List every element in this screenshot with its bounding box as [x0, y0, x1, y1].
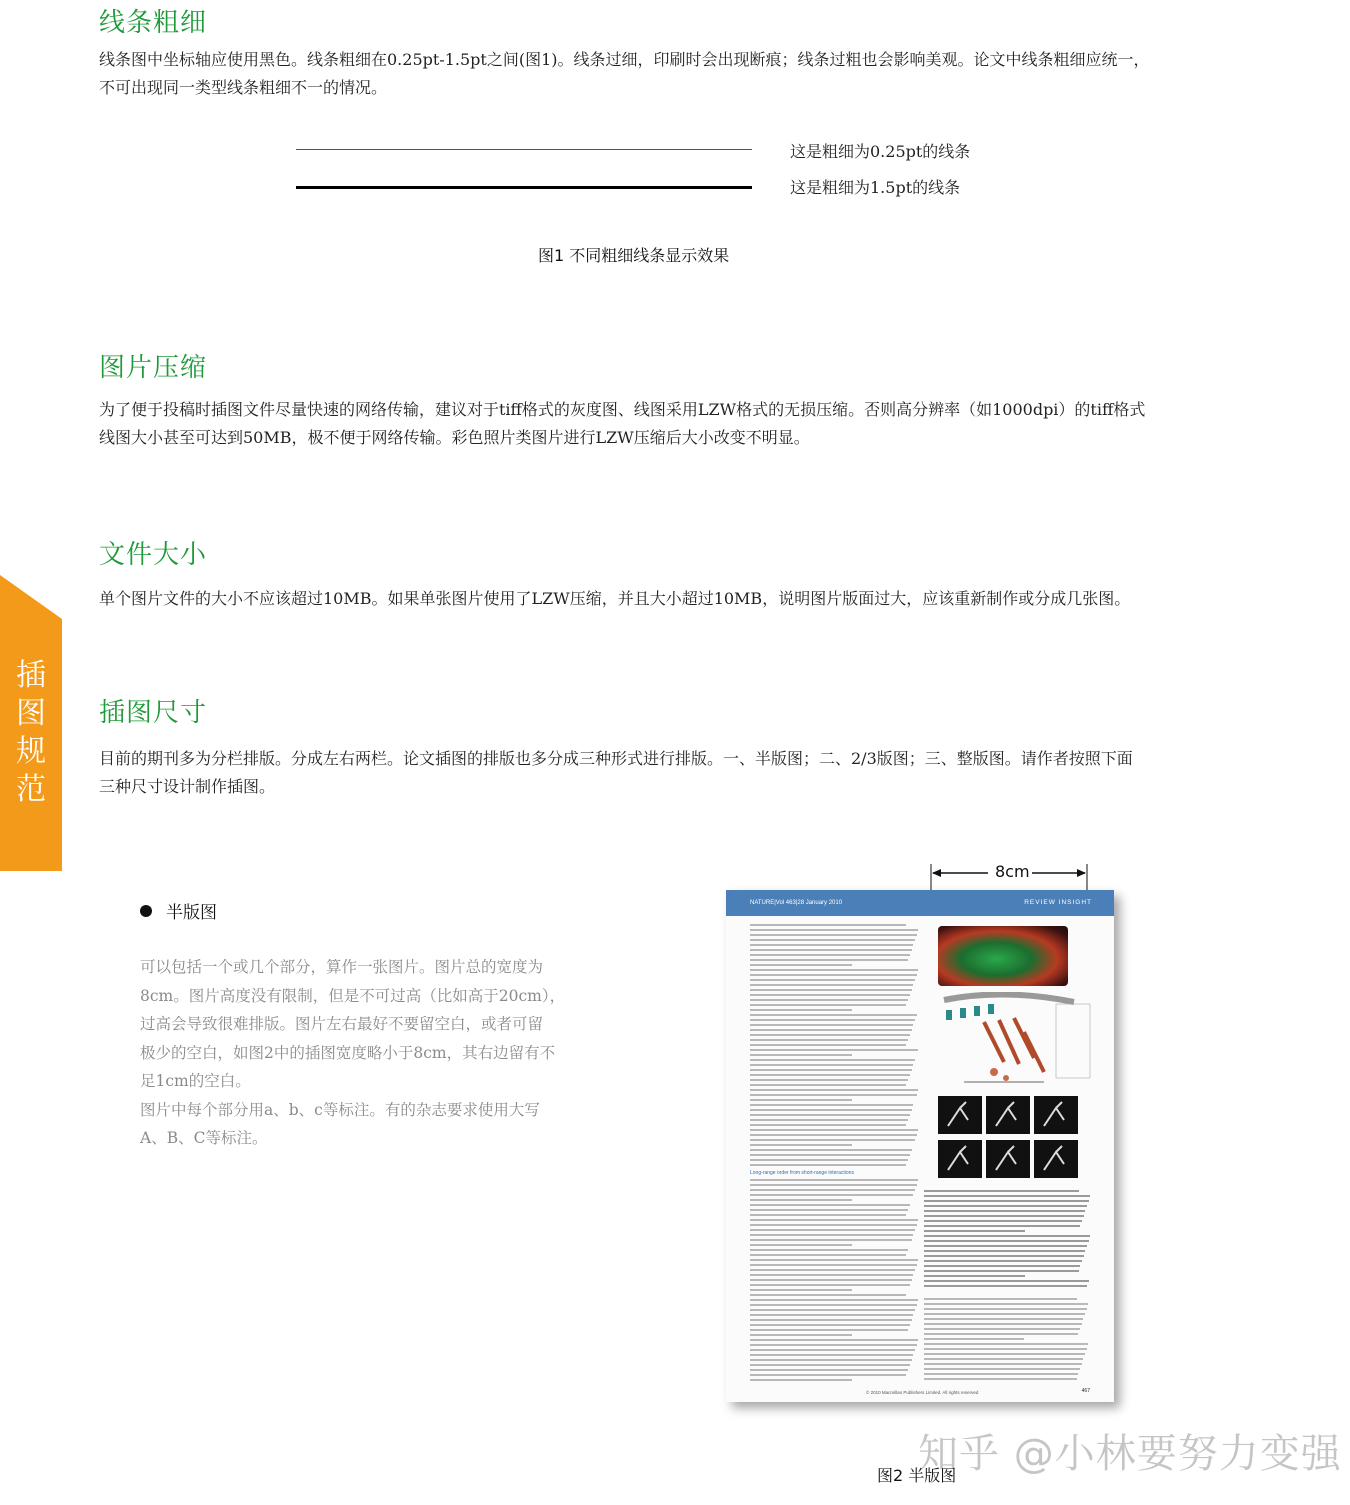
article-text-line — [750, 979, 915, 981]
thick-line-sample — [296, 186, 752, 189]
article-text-line — [750, 939, 915, 941]
article-figure-b — [924, 992, 1094, 1088]
section-heading-figure-size: 插图尺寸 — [99, 698, 208, 728]
article-text-line — [750, 1329, 908, 1331]
article-text-line — [750, 1039, 908, 1041]
article-text-line — [750, 1269, 915, 1271]
article-text-line — [750, 1214, 906, 1216]
article-text-line — [750, 1029, 912, 1031]
article-text-line — [924, 1255, 1084, 1257]
figure-1-caption: 图1 不同粗细线条显示效果 — [538, 246, 730, 265]
article-text-line — [750, 924, 906, 926]
article-text-line — [750, 1259, 918, 1261]
article-text-line — [924, 1318, 1083, 1320]
article-text-line — [750, 1044, 906, 1046]
article-header-bar — [726, 890, 1114, 916]
article-text-line — [924, 1308, 1087, 1310]
article-text-line — [924, 1190, 1079, 1192]
article-micrograph-cell — [1034, 1096, 1078, 1134]
article-text-line — [750, 1369, 908, 1371]
figure-size-paragraph-line-2: 三种尺寸设计制作插图。 — [99, 777, 276, 796]
article-text-line — [924, 1210, 1085, 1212]
article-text-line — [750, 1314, 913, 1316]
article-text-line — [750, 1274, 913, 1276]
figure-2-caption: 图2 半版图 — [877, 1466, 957, 1485]
article-text-line — [924, 1323, 1082, 1325]
thin-line-sample — [296, 149, 752, 150]
article-text-line — [750, 1144, 852, 1146]
article-micrograph-cell — [938, 1140, 982, 1178]
bullet-icon — [140, 905, 152, 917]
article-text-line — [750, 1289, 852, 1291]
article-text-line — [750, 1089, 918, 1091]
side-tab-text — [0, 657, 62, 809]
side-tab-char: 图 — [16, 696, 46, 731]
article-text-line — [750, 1374, 906, 1376]
article-text-line — [750, 1104, 913, 1106]
article-text-line — [924, 1250, 1085, 1252]
section-heading-line-weight: 线条粗细 — [99, 8, 208, 38]
thin-line-label: 这是粗细为0.25pt的线条 — [790, 142, 971, 161]
article-text-line — [924, 1303, 1088, 1305]
article-text-line — [924, 1230, 1025, 1232]
article-text-line — [750, 1064, 913, 1066]
article-text-line — [750, 1074, 910, 1076]
article-text-line — [750, 989, 912, 991]
article-micrograph-cell — [986, 1140, 1030, 1178]
article-text-line — [750, 949, 912, 951]
article-text-line — [750, 1179, 918, 1181]
article-text-line — [924, 1270, 1079, 1272]
side-tab-char: 规 — [16, 734, 46, 769]
article-text-line — [750, 1084, 906, 1086]
article-subhead: Long-range order from short-range interactions — [750, 1170, 854, 1176]
half-page-description — [140, 953, 615, 1153]
article-micrograph-cell — [938, 1096, 982, 1134]
section-heading-file-size: 文件大小 — [99, 540, 208, 570]
article-text-line — [750, 1159, 908, 1161]
half-page-desc-line: 8cm。图片高度没有限制，但是不可过高（比如高于20cm）， — [140, 986, 566, 1005]
article-text-line — [750, 1299, 918, 1301]
article-micrograph-cell — [1034, 1140, 1078, 1178]
dimension-label: 8cm — [995, 862, 1030, 881]
compression-paragraph-line-1: 为了便于投稿时插图文件尽量快速的网络传输，建议对于tiff格式的灰度图、线图采用LZW格式的无损压缩。否则高分辨率（如1000dpi）的tiff格式 — [99, 400, 1146, 419]
article-text-line — [924, 1343, 1088, 1345]
article-text-line — [750, 1229, 915, 1231]
article-text-line — [750, 1049, 918, 1051]
article-text-line — [750, 1219, 918, 1221]
half-page-desc-line: 图片中每个部分用a、b、c等标注。有的杂志要求使用大写 — [140, 1100, 540, 1119]
article-text-line — [750, 1119, 908, 1121]
article-text-line — [750, 1244, 852, 1246]
article-text-line — [750, 934, 917, 936]
article-text-line — [750, 1139, 915, 1141]
side-tab-char: 范 — [16, 772, 46, 807]
article-text-line — [924, 1225, 1080, 1227]
article-text-line — [750, 1194, 913, 1196]
article-text-line — [750, 1234, 913, 1236]
article-text-line — [750, 1204, 910, 1206]
article-text-line — [750, 1309, 915, 1311]
article-micrograph-cell — [986, 1096, 1030, 1134]
article-text-line — [750, 1249, 908, 1251]
article-text-line — [750, 1134, 917, 1136]
article-thumbnail — [726, 890, 1114, 1402]
article-text-line — [750, 1334, 852, 1336]
article-text-line — [924, 1358, 1083, 1360]
article-text-line — [750, 1319, 912, 1321]
section-heading-compression: 图片压缩 — [99, 353, 208, 383]
article-footer-copyright: © 2010 Macmillan Publishers Limited. All rights reserved — [866, 1390, 979, 1395]
article-text-line — [750, 1109, 912, 1111]
half-page-desc-line: 极少的空白，如图2中的插图宽度略小于8cm，其右边留有不 — [140, 1043, 556, 1062]
side-tab-char: 插 — [16, 658, 46, 693]
article-text-line — [924, 1265, 1080, 1267]
article-text-line — [750, 1079, 908, 1081]
half-page-title-text: 半版图 — [166, 903, 217, 923]
article-text-line — [924, 1328, 1080, 1330]
article-text-line — [750, 964, 852, 966]
article-text-line — [750, 974, 917, 976]
article-text-line — [750, 1264, 917, 1266]
article-text-line — [924, 1205, 1087, 1207]
line-weight-paragraph-line-2: 不可出现同一类型线条粗细不一的情况。 — [99, 78, 388, 97]
article-text-line — [750, 1339, 918, 1341]
article-text-line — [750, 1254, 906, 1256]
line-weight-paragraph — [99, 46, 1259, 102]
article-text-line — [924, 1275, 1025, 1277]
article-text-line — [750, 944, 913, 946]
article-text-line — [924, 1363, 1082, 1365]
article-text-line — [750, 1069, 912, 1071]
article-text-line — [750, 1349, 915, 1351]
article-text-line — [924, 1285, 1087, 1287]
article-text-line — [924, 1220, 1082, 1222]
article-text-line — [750, 959, 908, 961]
article-text-line — [750, 969, 918, 971]
article-text-line — [750, 1189, 915, 1191]
article-text-line — [924, 1260, 1082, 1262]
article-text-line — [750, 1099, 852, 1101]
article-text-line — [750, 1054, 852, 1056]
article-text-line — [924, 1200, 1089, 1202]
file-size-paragraph: 单个图片文件的大小不应该超过10MB。如果单张图片使用了LZW压缩，并且大小超过10MB，说明图片版面过大，应该重新制作或分成几张图。 — [99, 589, 1131, 608]
article-text-line — [750, 1009, 852, 1011]
article-text-line — [750, 1359, 912, 1361]
article-text-line — [924, 1368, 1080, 1370]
half-page-title — [140, 898, 217, 923]
side-tab — [0, 575, 62, 871]
article-text-line — [924, 1353, 1085, 1355]
watermark: 知乎 @小林要努力变强 — [918, 1431, 1342, 1477]
figure-size-paragraph-line-1: 目前的期刊多为分栏排版。分成左右两栏。论文插图的排版也多分成三种形式进行排版。一、半版图；二、2/3版图；三、整版图。请作者按照下面 — [99, 749, 1133, 768]
article-text-line — [924, 1378, 1077, 1380]
article-text-line — [750, 1059, 915, 1061]
article-text-line — [750, 1019, 915, 1021]
article-text-line — [750, 1224, 917, 1226]
article-text-line — [750, 1034, 910, 1036]
half-page-desc-line: 可以包括一个或几个部分，算作一张图片。图片总的宽度为 — [140, 958, 544, 976]
article-header-right: REVIEW INSIGHT — [1024, 899, 1092, 906]
article-text-line — [750, 1379, 852, 1381]
article-text-right — [924, 1298, 1090, 1383]
article-text-line — [924, 1333, 1078, 1335]
article-text-line — [750, 1094, 917, 1096]
article-header-left: NATURE|Vol 463|28 January 2010 — [750, 900, 843, 906]
article-text-line — [750, 1209, 908, 1211]
article-text-line — [750, 1279, 912, 1281]
article-text-line — [750, 1124, 906, 1126]
article-text-line — [750, 1304, 917, 1306]
article-text-line — [750, 1129, 918, 1131]
article-text-line — [750, 1364, 910, 1366]
article-text-line — [750, 994, 910, 996]
line-weight-paragraph-line-1: 线条图中坐标轴应使用黑色。线条粗细在0.25pt-1.5pt之间(图1)。线条过细，印刷时会出现断痕；线条过粗也会影响美观。论文中线条粗细应统一， — [99, 50, 1150, 69]
compression-paragraph-line-2: 线图大小甚至可达到50MB，极不便于网络传输。彩色照片类图片进行LZW压缩后大小改变不明显。 — [99, 428, 810, 447]
article-text-line — [924, 1235, 1090, 1237]
article-text-line — [750, 1354, 913, 1356]
article-text-line — [750, 954, 910, 956]
article-text-column — [750, 924, 920, 1384]
article-text-line — [750, 1324, 910, 1326]
article-figure-a — [938, 926, 1068, 986]
article-text-line — [750, 1164, 906, 1166]
article-text-line — [924, 1338, 1024, 1340]
article-text-line — [750, 1154, 910, 1156]
article-text-line — [924, 1373, 1078, 1375]
article-text-line — [924, 1348, 1087, 1350]
article-page-number: 467 — [1081, 1388, 1090, 1394]
article-text-line — [750, 1149, 912, 1151]
article-text-line — [750, 984, 913, 986]
half-page-desc-line: 足1cm的空白。 — [140, 1072, 251, 1090]
article-text-line — [750, 1024, 913, 1026]
half-page-desc-line: A、B、C等标注。 — [140, 1129, 268, 1147]
article-text-line — [750, 1284, 910, 1286]
thick-line-label: 这是粗细为1.5pt的线条 — [790, 178, 961, 197]
article-text-line — [750, 1344, 917, 1346]
article-text-line — [750, 1004, 906, 1006]
article-text-line — [750, 1199, 852, 1201]
article-text-line — [924, 1245, 1087, 1247]
article-text-line — [750, 1114, 910, 1116]
article-text-line — [924, 1280, 1089, 1282]
article-text-line — [750, 999, 908, 1001]
article-text-line — [750, 1184, 917, 1186]
compression-paragraph — [99, 396, 1259, 452]
article-text-line — [750, 929, 918, 931]
article-text-line — [924, 1215, 1084, 1217]
article-text-line — [750, 1014, 917, 1016]
article-text-line — [924, 1240, 1089, 1242]
article-figure-caption — [924, 1190, 1092, 1290]
half-page-desc-line: 过高会导致很难排版。图片左右最好不要留空白，或者可留 — [140, 1015, 544, 1033]
article-text-line — [924, 1195, 1090, 1197]
article-text-line — [924, 1313, 1085, 1315]
article-text-line — [750, 1294, 906, 1296]
figure-size-paragraph — [99, 745, 1259, 801]
article-text-line — [750, 1239, 912, 1241]
article-text-line — [924, 1298, 1077, 1300]
